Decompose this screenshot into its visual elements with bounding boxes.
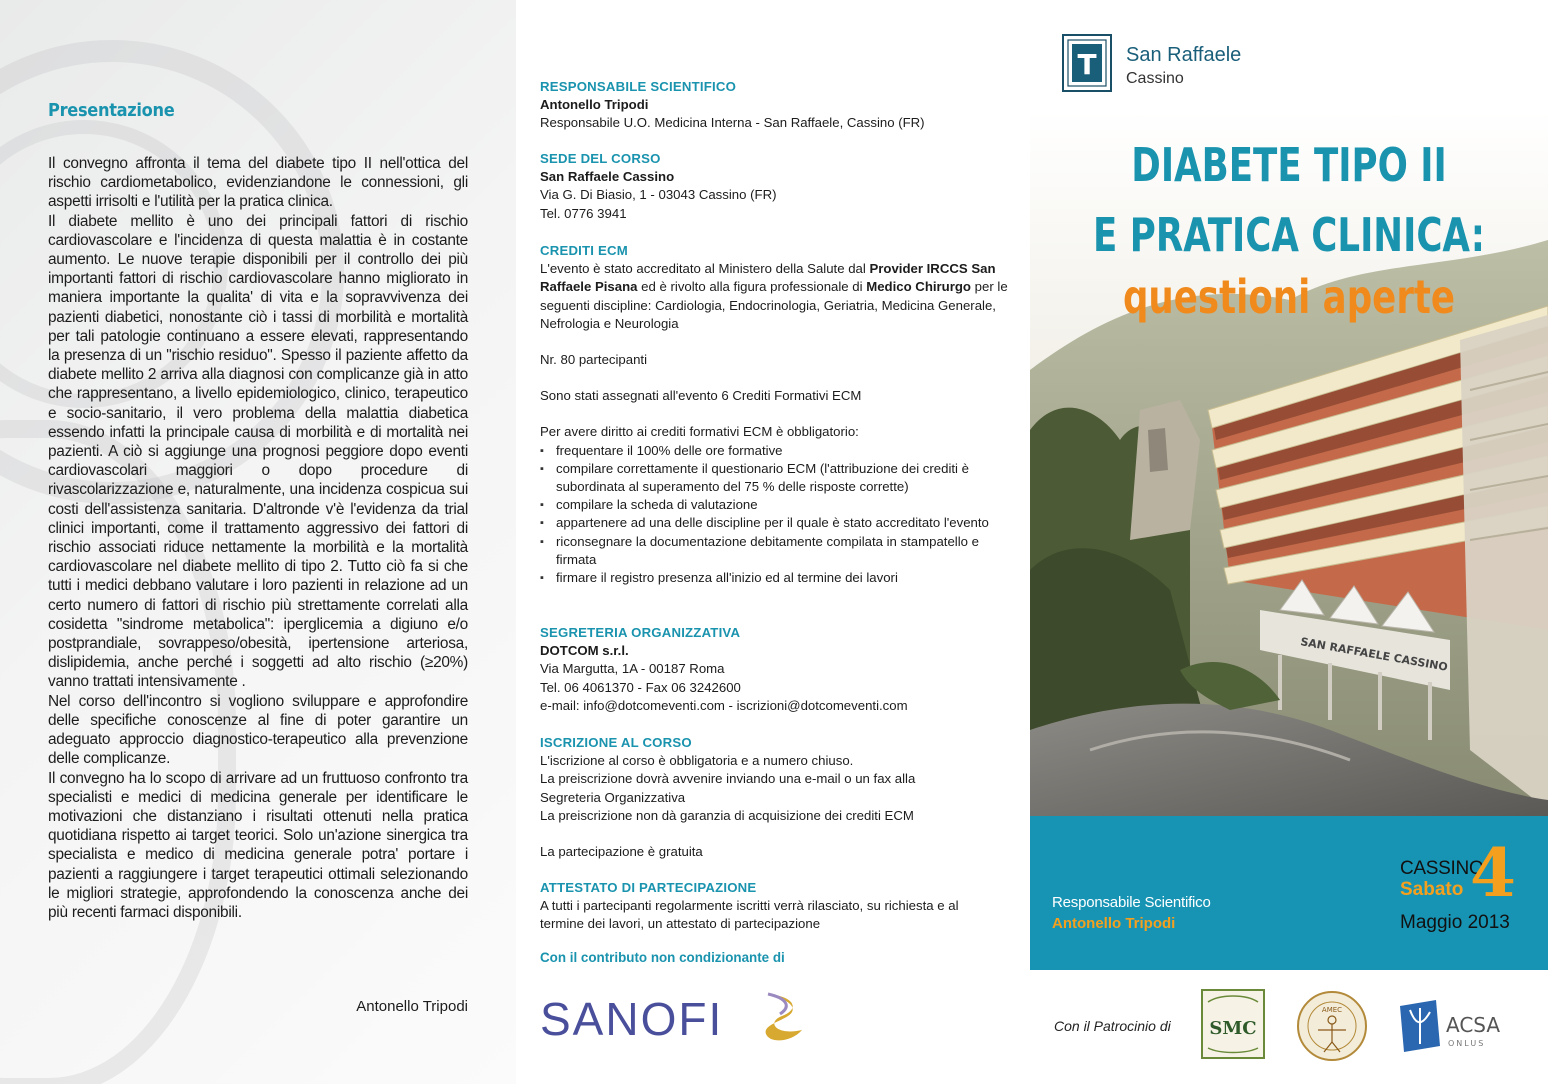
crediti-partecipanti: Nr. 80 partecipanti	[540, 352, 648, 368]
section-sede	[540, 150, 1020, 223]
crediti-assegnati: Sono stati assegnati all'evento 6 Crediti Formativi ECM	[540, 388, 862, 404]
patrocinio-caption: Con il Patrocinio di	[1054, 1018, 1171, 1034]
crediti-obbligo: Per avere diritto ai crediti formativi ECM è obbligatorio:	[540, 424, 859, 440]
presentation-signature: Antonello Tripodi	[356, 998, 468, 1015]
logo-subtitle: Cassino	[1126, 70, 1184, 87]
segreteria-tel: Tel. 06 4061370 - Fax 06 3242600	[540, 679, 741, 695]
presentation-title: Presentazione	[48, 100, 175, 121]
cover-panel	[1030, 0, 1548, 1084]
list-item: ▪ compilare la scheda di valutazione	[556, 496, 1020, 514]
section-heading: SEDE DEL CORSO	[540, 151, 661, 166]
presentation-paragraph: Il diabete mellito è uno dei principali fattori di rischio cardiovascolare e l'incidenza di questa malattia è in costante aumento. Le nuove terapie disponibili per il controllo dei più importanti fattori di rischio cardiovascolare hanno migliorato in maniera importante la qualita' di vita e la sopravvivenza dei pazienti diabetici, nonostante ciò i tassi di morbilità e mortalità per tali patologie continuano a essere elevati, rappresentando la presenza di un "rischio residuo". Spesso il paziente affetto da diabete mellito 2 arriva alla diagnosi con complicanze già in atto che rappresentano, a livello epidemiologico, clinico, terapeutico e socio-sanitario, il vero problema della malattia diabetica essendo infatti la principale causa di morbilità e di mortalità nei pazienti. A ciò si aggiunge una prognosi peggiore dopo eventi cardiovascolari maggiori o dopo procedure di rivascolarizzazione e, naturalmente, una incidenza cospicua sui costi dell'assistenza sanitaria. D'altronde v'è l'evidenza da trial clinici importanti, come il trattamento aggressivo dei fattori di rischio associati riduce nettamente la morbilità e la mortalità cardiovascolare nel diabete mellito di tipo 2. Tutto ciò fa si che tutti i medici debbano valutare i loro pazienti in relazione ad un certo numero di fattori di rischio più strettamente correlati alla cosidetta "sindrome metabolica": iperglicemia a digiuno e/o postprandiale, sovrappeso/obesità, ipertensione arteriosa, dislipidemia, anche perché i soggetti ad alto rischio (≥20%) vanno trattati intensivamente .	[48, 212, 468, 691]
sanofi-wordmark: SANOFI	[540, 993, 724, 1045]
crediti-text: L'evento è stato accreditato al Ministero della Salute dal Provider IRCCS San Raffaele Pisana ed è rivolto alla figura professionale di Medico Chirurgo per le seguenti discipline: Cardiologia, Endocrinologia, Geriatria, Medicina Generale, Nefrologia e Neurologia	[540, 261, 1008, 331]
iscrizione-line: La preiscrizione dovrà avvenire inviando una e-mail o un fax alla Segreteria Organizzativa	[540, 771, 916, 805]
responsabile-role: Responsabile U.O. Medicina Interna - San Raffaele, Cassino (FR)	[540, 115, 925, 131]
list-item: ▪ appartenere ad una delle discipline per il quale è stato accreditato l'evento	[556, 514, 1020, 532]
section-responsabile	[540, 78, 1020, 133]
acsa-logo-icon	[1396, 996, 1506, 1056]
svg-text:SAN RAFFAELE CASSINO: SAN RAFFAELE CASSINO	[1299, 635, 1449, 674]
presentation-panel	[0, 0, 516, 1084]
section-heading: ISCRIZIONE AL CORSO	[540, 735, 692, 750]
event-day: Sabato	[1400, 879, 1464, 900]
cover-title-line2: E PRATICA CLINICA:	[1093, 208, 1485, 262]
cover-title-line3: questioni aperte	[1122, 270, 1456, 324]
list-item: ▪ frequentare il 100% delle ore formative	[556, 442, 1020, 460]
segreteria-email[interactable]: e-mail: info@dotcomeventi.com - iscrizioni@dotcomeventi.com	[540, 697, 908, 713]
iscrizione-line: La preiscrizione non dà garanzia di acquisizione dei crediti ECM	[540, 807, 914, 823]
sponsor-caption: Con il contributo non condizionante di	[540, 950, 785, 965]
list-item: ▪ firmare il registro presenza all'inizio ed al termine dei lavori	[556, 569, 1020, 587]
section-segreteria	[540, 624, 1020, 715]
section-crediti	[540, 242, 1020, 587]
presentation-paragraph: Nel corso dell'incontro si vogliono sviluppare e approfondire delle specifiche conoscenze al fine di poter garantire un adeguato approccio diagnostico-terapeutico alla prevenzione delle complicanze.	[48, 692, 468, 768]
presentation-body	[48, 154, 468, 922]
banner-resp-name: Antonello Tripodi	[1052, 915, 1176, 932]
sanofi-swirl-icon	[762, 990, 806, 1046]
svg-text:ACSA: ACSA	[1446, 1013, 1501, 1037]
logo-name: San Raffaele	[1126, 44, 1242, 66]
responsabile-name: Antonello Tripodi	[540, 97, 649, 113]
banner-resp-label: Responsabile Scientifico	[1052, 894, 1211, 911]
event-city: CASSINO	[1400, 858, 1484, 879]
section-heading: RESPONSABILE SCIENTIFICO	[540, 79, 737, 94]
segreteria-address: Via Margutta, 1A - 00187 Roma	[540, 661, 725, 677]
amec-logo-icon	[1296, 990, 1368, 1062]
section-heading: ATTESTATO DI PARTECIPAZIONE	[540, 880, 757, 895]
segreteria-name: DOTCOM s.r.l.	[540, 643, 629, 659]
list-item: ▪ compilare correttamente il questionario ECM (l'attribuzione dei crediti è subordinata al superamento del 75 % delle risposte corrette)	[556, 460, 1020, 496]
iscrizione-line: La partecipazione è gratuita	[540, 844, 703, 860]
crediti-requirements-list	[540, 442, 1020, 588]
presentation-paragraph: Il convegno ha lo scopo di arrivare ad un fruttuoso confronto tra specialisti e medici di medicina generale per identificare le motivazioni che distanziano i risultati ottenuti nella pratica quotidiana rispetto ai target teorici. Solo un'azione sinergica tra specialista e medico di medicina generale potra' portare i pazienti a raggiungere i target terapeutici ottimali selezionando le migliori strategie, approfondendo la conoscenza anche dei più recenti farmaci disponibili.	[48, 769, 468, 921]
san-raffaele-logo-icon	[1062, 34, 1112, 92]
cover-title-line1: DIABETE TIPO II	[1131, 138, 1447, 192]
sede-tel: Tel. 0776 3941	[540, 205, 627, 221]
svg-text:ONLUS: ONLUS	[1448, 1039, 1486, 1048]
sede-address: Via G. Di Biasio, 1 - 03043 Cassino (FR)	[540, 187, 777, 203]
attestato-text: A tutti i partecipanti regolarmente iscritti verrà rilasciato, su richiesta e al termine dei lavori, un attestato di partecipazione	[540, 898, 959, 932]
svg-text:T: T	[1077, 48, 1097, 81]
event-banner	[1030, 816, 1548, 970]
event-day-number: 4	[1470, 834, 1516, 912]
svg-text:AMEC: AMEC	[1321, 1006, 1343, 1014]
section-heading: SEGRETERIA ORGANIZZATIVA	[540, 625, 741, 640]
sanofi-logo	[540, 986, 810, 1050]
smc-logo-icon	[1200, 988, 1266, 1060]
svg-text:SMC: SMC	[1209, 1018, 1257, 1039]
section-iscrizione	[540, 734, 1020, 861]
section-attestato	[540, 879, 1020, 934]
list-item: ▪ riconsegnare la documentazione debitamente compilata in stampatello e firmata	[556, 533, 1020, 569]
iscrizione-line: L'iscrizione al corso è obbligatoria e a numero chiuso.	[540, 753, 854, 769]
presentation-paragraph: Il convegno affronta il tema del diabete tipo II nell'ottica del rischio cardiometabolico, evidenziandone le connessioni, gli aspetti irrisolti e l'utilità per la pratica clinica.	[48, 155, 468, 211]
event-month: Maggio 2013	[1400, 912, 1510, 933]
sede-name: San Raffaele Cassino	[540, 169, 675, 185]
section-heading: CREDITI ECM	[540, 243, 628, 258]
info-panel	[516, 0, 1030, 1084]
